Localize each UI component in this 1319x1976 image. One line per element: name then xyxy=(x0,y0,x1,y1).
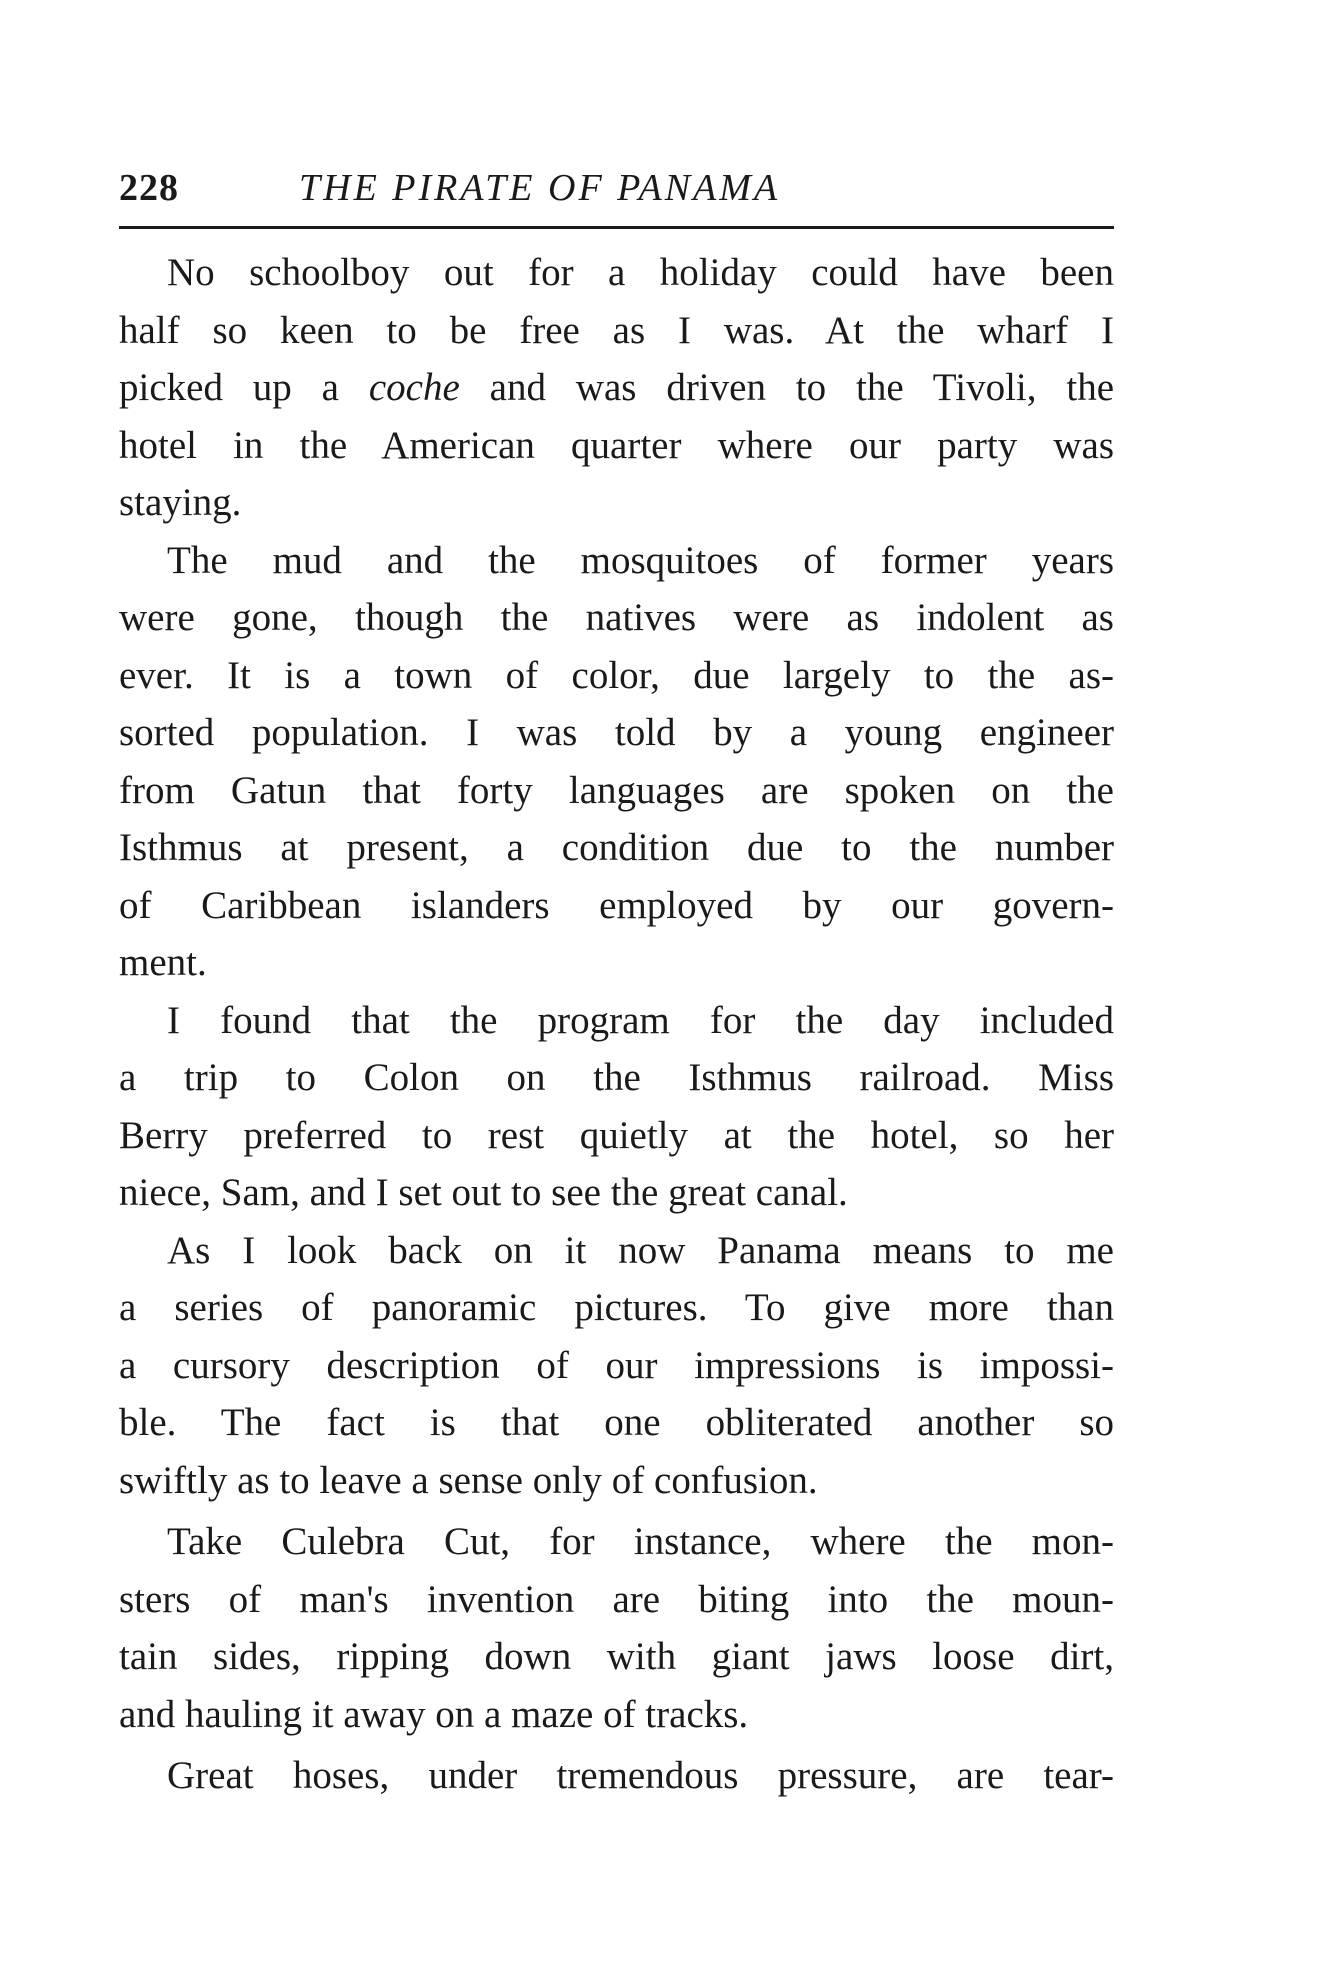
text-line: ble. The fact is that one obliterated another so xyxy=(119,1401,1114,1444)
text-fragment: picked up a xyxy=(119,366,339,409)
text-fragment: and was driven to the Tivoli, the xyxy=(489,366,1115,409)
body-text xyxy=(119,244,1114,1805)
text-line: staying. xyxy=(119,481,242,524)
text-line: sorted population. I was told by a young engineer xyxy=(119,711,1114,754)
text-line: hotel in the American quarter where our party was xyxy=(119,423,1114,467)
page-number: 228 xyxy=(119,167,179,209)
text-line: Berry preferred to rest quietly at the hotel, so her xyxy=(119,1113,1114,1157)
text-line: half so keen to be free as I was. At the wharf I xyxy=(119,308,1114,352)
text-line: I found that the program for the day included xyxy=(167,998,1114,1042)
running-head xyxy=(119,166,1114,222)
text-line: As I look back on it now Panama means to me xyxy=(167,1228,1114,1272)
text-line: Great hoses, under tremendous pressure, are tear- xyxy=(167,1754,1114,1797)
text-line: The mud and the mosquitoes of former years xyxy=(167,538,1114,582)
text-line: Isthmus at present, a condition due to the number xyxy=(119,826,1114,869)
italic-word: coche xyxy=(368,366,460,409)
text-line: Take Culebra Cut, for instance, where the mon- xyxy=(167,1520,1114,1563)
text-line: a series of panoramic pictures. To give more than xyxy=(119,1286,1114,1329)
text-line: were gone, though the natives were as indolent as xyxy=(119,596,1114,639)
text-line: and hauling it away on a maze of tracks. xyxy=(119,1692,749,1736)
header-rule xyxy=(119,226,1114,229)
text-line: No schoolboy out for a holiday could have been xyxy=(167,251,1114,294)
text-line xyxy=(119,359,1114,417)
text-line: a cursory description of our impressions is impossi- xyxy=(119,1343,1114,1387)
text-line: sters of man's invention are biting into the moun- xyxy=(119,1577,1114,1621)
text-line: swiftly as to leave a sense only of confusion. xyxy=(119,1458,818,1502)
text-line: a trip to Colon on the Isthmus railroad. Miss xyxy=(119,1056,1114,1099)
text-line: ment. xyxy=(119,941,207,984)
text-line: tain sides, ripping down with giant jaws loose dirt, xyxy=(119,1635,1114,1678)
text-line: of Caribbean islanders employed by our govern- xyxy=(119,883,1114,927)
text-line: niece, Sam, and I set out to see the great canal. xyxy=(119,1171,848,1214)
text-line: ever. It is a town of color, due largely to the as- xyxy=(119,653,1114,697)
text-line: from Gatun that forty languages are spoken on the xyxy=(119,768,1114,812)
running-title: THE PIRATE OF PANAMA xyxy=(299,167,781,209)
